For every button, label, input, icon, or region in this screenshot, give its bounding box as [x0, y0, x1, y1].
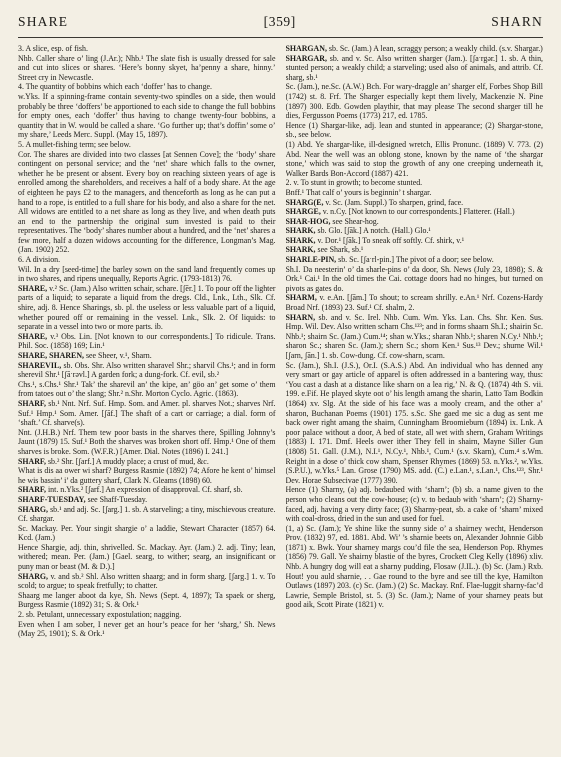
- dictionary-entry: [18, 620, 276, 639]
- entry-headword: SHARK,: [285, 226, 316, 236]
- dictionary-entry: [18, 92, 276, 140]
- entry-headword: SHARF,: [18, 456, 46, 466]
- entry-text: Nnt. (J.H.B.) Nrf. Them tew poor basts in the sharves there, Spilling Johnny’s Jaunt (1879) 15. Suf.¹ Both the sharves was broken short off. Hmp.¹ One of them sharves is broke. Som. (W.F.R.) [Amer. Dial. Notes (1896) I. 241.]: [18, 427, 276, 456]
- dictionary-entry: [18, 524, 276, 543]
- entry-text: Sc. Mackay. Per. Your singit shargie o’ a laddie, Stewart Character (1857) 64. Kcd. (Jam.): [18, 523, 276, 543]
- dictionary-entry: [18, 495, 276, 505]
- entry-text: v. Dor.¹ [ʃāk.] To sneak off softly. Cf. shirk, v.¹: [317, 235, 465, 245]
- dictionary-entry: [18, 82, 276, 92]
- entry-headword: SHARE,: [18, 283, 48, 293]
- dictionary-entry: [18, 591, 276, 610]
- entry-headword: SHARF,: [18, 398, 46, 408]
- dictionary-entry: [286, 236, 544, 246]
- dictionary-entry: [18, 610, 276, 620]
- left-column: [18, 44, 276, 751]
- dictionary-entry: [286, 245, 544, 255]
- entry-text: sb.¹ Nnt. Nrf. Suf. Hmp. Som. and Amer. pl. sharves Not.; sharves Nrf. Suf.¹ Hmp.¹ Som. Amer. [ʃāf.] The shaft of a cart or carriage; a dial. form of ‘shaft.’ Cf. sharve(s).: [18, 398, 276, 428]
- dictionary-entry: [18, 572, 276, 591]
- dictionary-entry: [18, 466, 276, 485]
- dictionary-entry: [286, 121, 544, 140]
- entry-text: v. and sb.² Shl. Also written shaarg; and in form sharg. [ʃarg.] 1. v. To scold; to argue; to speak fretfully; to chatter.: [18, 571, 276, 591]
- entry-text: w.Yks. If a spinning-frame contain seventy-two spindles on a side, then would probably be three ‘doffers’ be apportioned to each side to change the full bobbins for empty ones, each ‘doffer’ thus having to change twenty-four bobbins, a quantity that in W. would be called a share. ‘Go further up; that’s doffin’ some o’ my share,’ Leeds Merc. Suppl. (May 15, 1897).: [18, 91, 276, 140]
- dictionary-entry: [18, 284, 276, 332]
- page-number: [359]: [263, 14, 296, 29]
- dictionary-entry: [286, 207, 544, 217]
- entry-headword: SHARE,: [18, 331, 48, 341]
- entry-text: Wil. In a dry [seed-time] the barley sown on the sand land frequently comes up in two shares, and ripens unequally, Reports Agric. (1793-1813) 76.: [18, 264, 276, 284]
- entry-text: sb. Glo. [ʃāk.] A notch. (Hall.) Glo.¹: [317, 226, 431, 236]
- entry-text: 5. A mullet-fishing term; see below.: [18, 139, 131, 149]
- entry-text: sb. Sc. [ʃaˑrl-pin.] The pivot of a door; see below.: [338, 255, 494, 265]
- entry-text: 4. The quantity of bobbins which each ‘doffer’ has to change.: [18, 82, 212, 92]
- dictionary-entry: [18, 428, 276, 457]
- dictionary-entry: [18, 140, 276, 150]
- entry-text: v. e.An. [ʃām.] To shout; to scream shrilly. e.An.¹ Nrf. Cozens-Hardy Broad Nrf. (1893) 23. Suf.¹ Cf. shalm, 2.: [285, 293, 543, 313]
- entry-text: see Sheer, v.¹, Sharn.: [85, 351, 152, 360]
- dictionary-entry: [18, 150, 276, 256]
- header-rule: [18, 37, 543, 38]
- entry-headword: SHARLE-PIN,: [285, 255, 337, 265]
- dictionary-entry: [18, 380, 276, 399]
- entry-text: sb. and v. Sc. Irel. Nhb. Cum. Wm. Yks. Lan. Chs. Shr. Ken. Sus. Hmp. Wil. Dev. Also written scharn Chs.¹²³; and in forms shaarn Sh.I.; shairin Sc. Nhb.¹; shairn Sc. (Jam.) Cum.¹⁴; shan w.Yks.; sharan Nhb.¹; sharen N.Cy.¹ Nhb.¹; sharon Sc.; sharen Sc. (Jam.); shern Sc.; shorn Ken.¹ Sus.¹³ Dev.; shurne Wil.¹ [ʃarn, ʃān.] 1. sb. Cow-dung. Cf. cow-sharn, scarn.: [285, 312, 543, 360]
- dictionary-entry: [18, 399, 276, 428]
- entry-text: 2. sb. Petulant, unnecessary expostulation; nagging.: [18, 610, 182, 620]
- dictionary-entry: [286, 226, 544, 236]
- entry-text: (1, a) Sc. (Jam.); Ye shine like the sunny side o’ a shairney wecht, Henderson Prov. (1832) 97, ed. 1881. Abd. Wi’ ’s sharnie beets on, Alexander Johnnie Gibb (1871) x. Bwk. Your sharney margs cou’d file the sea, Henderson Pop. Rhymes (1856) 79. Gall. Ye shairny blastie of the byres, Crockett Cleg Kelly (1896) xliv. Nhb. A hungry dog will eat a sharny pudding, Flosaw (J.IL.). (b) Sc. (Jam.) Rxb. Hout! you auld sharnie, . . Gae round to the byre and see till the kye, Hamilton Outlaws (1897) 203. (c) Sc. (Jam.) (2) Sc. Mackay. Rnf. Flae-luggit sharny-fac’d Lawrie, Semple Bristol, st. 5. (3) Sc. (Jam.); Name of your sharney peats but good aik, Scott Pirate (1821) v.: [285, 523, 543, 610]
- dictionary-entry: [18, 54, 276, 83]
- entry-text: v. Sc. (Jam. Suppl.) To sharpen, grind, face.: [325, 197, 464, 207]
- entry-headword: SHARE, SHAREN,: [18, 351, 84, 360]
- entry-text: see Shaff-Tuesday.: [87, 494, 148, 504]
- entry-text: Nhb. Caller share o’ ling (J.Ar.); Nhb.¹ The slate fish is usually dressed for sale and cut into slices or shares. ‘Here’s bonny skyet, ha’penny a share, hinny.’ Street cry in Newcastle.: [18, 53, 276, 82]
- entry-text: Hence (1) Sharny, (a) adj. bedaubed with ‘sharn’; (b) sb. a name given to the person who cleans out the cow-house; (c) v. to bedaub with ‘sharn’; (2) Sharny-faced, adj. having a very dirty face; (3) Sharny-peat, sb. a cake of ‘sharn’ mixed with coal-dross, dried in the sun and used for fuel.: [285, 485, 543, 524]
- entry-text: Shaarg me langer aboot da kye, Sh. News (Sept. 4, 1897); Ta spaek or sherg, Burgess Rasmie (1892) 31; S. & Ork.¹: [18, 590, 276, 610]
- entry-text: int. n.Yks.² [ʃarf.] An expression of disapproval. Cf. sharf, sb.: [47, 485, 243, 495]
- dictionary-entry: [18, 361, 276, 380]
- dictionary-entry: [18, 485, 276, 495]
- entry-headword: SHAR-HOG,: [285, 216, 331, 226]
- dictionary-entry: [286, 293, 544, 312]
- entry-text: What is dis aa ower wi sharf? Burgess Rasmie (1892) 74; Afore he kent o’ himsel he wis bassin’ i’ da guttery sharf, Clark N. Gleams (1898) 60.: [18, 466, 276, 485]
- header-right-guideword: SHARN: [491, 14, 543, 29]
- entry-text: Sh.I. Da neesterin’ o’ da sharle-pins o’ da door, Sh. News (July 23, 1898); S. & Ork.¹ Cai.¹ In the old times the Cai. cottage doors had no hinges, but turned on pivots as gates do.: [285, 264, 543, 293]
- dictionary-entry: [286, 188, 544, 198]
- entry-text: sb.¹ and adj. Sc. [ʃarg.] 1. sb. A starveling; a tiny, mischievous creature. Cf. shargar.: [18, 504, 276, 524]
- entry-text: sb. and v. Sc. Also written sharger (Jam.). [ʃaˑrgər.] 1. sb. A thin, stunted person; a weakly child; a starveling; used also of animals, and attrib. Cf. sharg, sb.¹: [285, 53, 543, 82]
- dictionary-entry: [286, 178, 544, 188]
- entry-headword: SHARF,: [18, 485, 46, 495]
- entry-text: Hence (1) Shargar-like, adj. lean and stunted in appearance; (2) Shargar-stone, sb., see below.: [285, 120, 543, 140]
- entry-text: v.³ Obs. Lin. [Not known to our correspondents.] To ridicule. Trans. Phil. Soc. (1858) 169; Lin.¹: [18, 331, 276, 351]
- entry-text: Bnff.¹ That calf o’ yours is beginnin’ t shargar.: [285, 187, 432, 197]
- entry-text: sb.² Shr. [ʃarf.] A muddy place; a crust of mud, &c.: [47, 456, 209, 466]
- entry-text: 3. A slice, esp. of fish.: [18, 44, 88, 53]
- entry-text: see Shear-hog.: [332, 216, 379, 226]
- entry-text: see Shark, sb.¹: [317, 245, 364, 255]
- entry-text: 2. v. To stunt in growth; to become stunted.: [285, 178, 423, 188]
- entry-text: Sc. (Jam.), ne.Sc. (A.W.) Bch. For wary-draggle an’ sharger elf, Forbes Shop Bill (1742) st. 8. Frf. The Sharger especially kept them lively, Mackenzie N. Pine (1897) 300. Edb. Gowden playthir, that may please The second sharger till he dies, Fergusson Poems (1773) 217, ed. 1785.: [285, 82, 543, 121]
- entry-headword: SHARN,: [285, 312, 316, 322]
- dictionary-entry: [286, 361, 544, 486]
- entry-text: (1) Abd. Ye shargar-like, ill-designed wretch, Ellis Pronunc. (1889) V. 773. (2) Abd. Near the well was an oblong stone, known by the name of ‘the shargar stone,’ which was said to stop the growth of any one creeping underneath it, Walker Bards Bon-Accord (1887) 421.: [285, 139, 543, 178]
- entry-headword: SHARK,: [285, 235, 316, 245]
- entry-text: Chs.¹, s.Chs.¹ Shr.¹ Tak’ the sharevil an’ the kipe, an’ göo an’ get some o’ them from tatoes out o’ the slang; Shr.² n.Shr. Morton Cyclo. Agric. (1863).: [18, 379, 276, 399]
- dictionary-entry: [18, 457, 276, 467]
- dictionary-entry: [286, 82, 544, 120]
- entry-headword: SHARG,: [18, 504, 49, 514]
- dictionary-entry: [286, 54, 544, 83]
- running-header: [18, 14, 543, 36]
- dictionary-entry: [286, 217, 544, 227]
- dictionary-entry: [286, 485, 544, 523]
- text-columns: [18, 44, 543, 751]
- dictionary-entry: [286, 265, 544, 294]
- dictionary-entry: [18, 351, 276, 361]
- entry-headword: SHAREVIL,: [18, 360, 62, 370]
- entry-headword: SHARK,: [285, 245, 316, 255]
- dictionary-entry: [18, 505, 276, 524]
- entry-text: Cor. The shares are divided into two classes [at Sennen Cove]; the ‘body’ share contingent on personal service; and the ‘net’ share which falls to the owner, whether he be present or absent. Every boy on reaching sixteen years of age is enrolled among the shareholders, and receives a half of a body share. At the age of eighteen he pays £2 to the managers, and thenceforth as long as he can put a hand to a rope, is entitled to a full share for his body, and also a share for the net. All widows are entitled to a net share as long as they live, and when death puts an end to the partnership the original sum invested is paid to their representatives. The ‘body’ shares number about a hundred, and the ‘net’ shares a few more, half a dozen widows accounting for the difference, Longman’s Mag. (Jan. 1902) 252.: [18, 149, 276, 255]
- right-column: [286, 44, 544, 751]
- dictionary-entry: [286, 255, 544, 265]
- entry-text: Sc. (Jam.), Sh.I. (J.S.), Or.I. (S.A.S.) Abd. An individual who has denned any very smart or gay article of apparel is often addressed in a bantering way, thus: ‘You cast a dash at a distance like sharn on a lea rig,’ N. & Q. (1874) 4th S. vii. 199. e.Fif. He played skyte oot o’ his length amang the sharin, Latto Tam Bodkin (1864) xv. Slg. At the side of his face was a mooly cream, and the other a’ sharon, Buchanan Poems (1901) 175. s.Sc. She gaed me sic a dug as sent me back ower right amang the shairn, Cunningham Broomieburn (1894) ix. Lnk. A poor palace without a door, A bed of state, all wet with shern, Graham Writings (1883) I. 171. Dmf. Heels ower ither They fell in shairn, Mayne Siller Gun (1808) 51. Gall. (J.M.), N.I.¹, N.Cy.¹, Nhb.¹, Cum.¹ (s.v. Skarn), Cum.⁴ s.Wm. Reight in a dose o’ thick cow sharn, Spenser Rhymes (1869) 53. n.Yks.², w.Yks. (S.P.U.), w.Yks.⁵ Lan. Grose (1790) MS. add. (C.) e.Lan.¹, s.Lan.¹, Chs.¹²³, Shr.¹ Dev. Horae Subsecivae (1777) 390.: [285, 360, 543, 485]
- dictionary-entry: [18, 44, 276, 54]
- header-left-guideword: SHARE: [18, 14, 69, 29]
- entry-headword: SHARF-TUESDAY,: [18, 494, 86, 504]
- dictionary-entry: [286, 524, 544, 610]
- dictionary-entry: [18, 255, 276, 265]
- entry-headword: SHARGE,: [285, 207, 321, 217]
- entry-headword: SHARG(E,: [285, 197, 324, 207]
- dictionary-entry: [286, 140, 544, 178]
- entry-text: sb. Sc. (Jam.) A lean, scraggy person; a weakly child. (s.v. Shargar.): [328, 44, 543, 53]
- entry-text: sb. Obs. Shr. Also written sharavel Shr.; sharvil Chs.¹; and in form sherevil Shr.¹ [ʃāˑrəvl.] A garden fork; a dung-fork. Cf. evil, sb.²: [18, 360, 276, 380]
- entry-headword: SHARGAN,: [285, 44, 327, 53]
- entry-text: Even when I am sober, I never get an hour’s peace for her ‘sharg,’ Sh. News (May 25, 1901); S. & Ork.¹: [18, 619, 276, 639]
- entry-headword: SHARGAR,: [285, 53, 327, 63]
- dictionary-entry: [18, 265, 276, 284]
- entry-headword: SHARM,: [285, 293, 317, 303]
- entry-text: v.² Sc. (Jam.) Also written schair, schare. [ʃēr.] 1. To pour off the lighter parts of a liquid; to separate a liquid from the dregs. Cld., Lnk., Lth., Slk. Cf. shire, adj. 8. Hence Sharings, sb. pl. the useless or less valuable part of a liquid, whether poured off or remaining in the vessel. Lnk., Slk. 2. Of liquids: to separate in a vessel into two or more parts. ib.: [18, 283, 276, 332]
- entry-headword: SHARG,: [18, 571, 49, 581]
- dictionary-entry: [286, 198, 544, 208]
- dictionary-entry: [286, 44, 544, 54]
- entry-text: v. n.Cy. [Not known to our correspondents.] Flatterer. (Hall.): [322, 207, 515, 217]
- dictionary-entry: [286, 313, 544, 361]
- dictionary-entry: [18, 332, 276, 351]
- dictionary-entry: [18, 543, 276, 572]
- entry-text: 6. A division.: [18, 255, 61, 265]
- entry-text: Hence Shargie, adj. thin, shrivelled. Sc. Mackay. Ayr. (Jam.) 2. adj. Tiny; lean, withered; mean. Per. (Jam.) [Gael. searg, to wither; searg, an insignificant or puny man or beast (M. & D.).]: [18, 542, 276, 572]
